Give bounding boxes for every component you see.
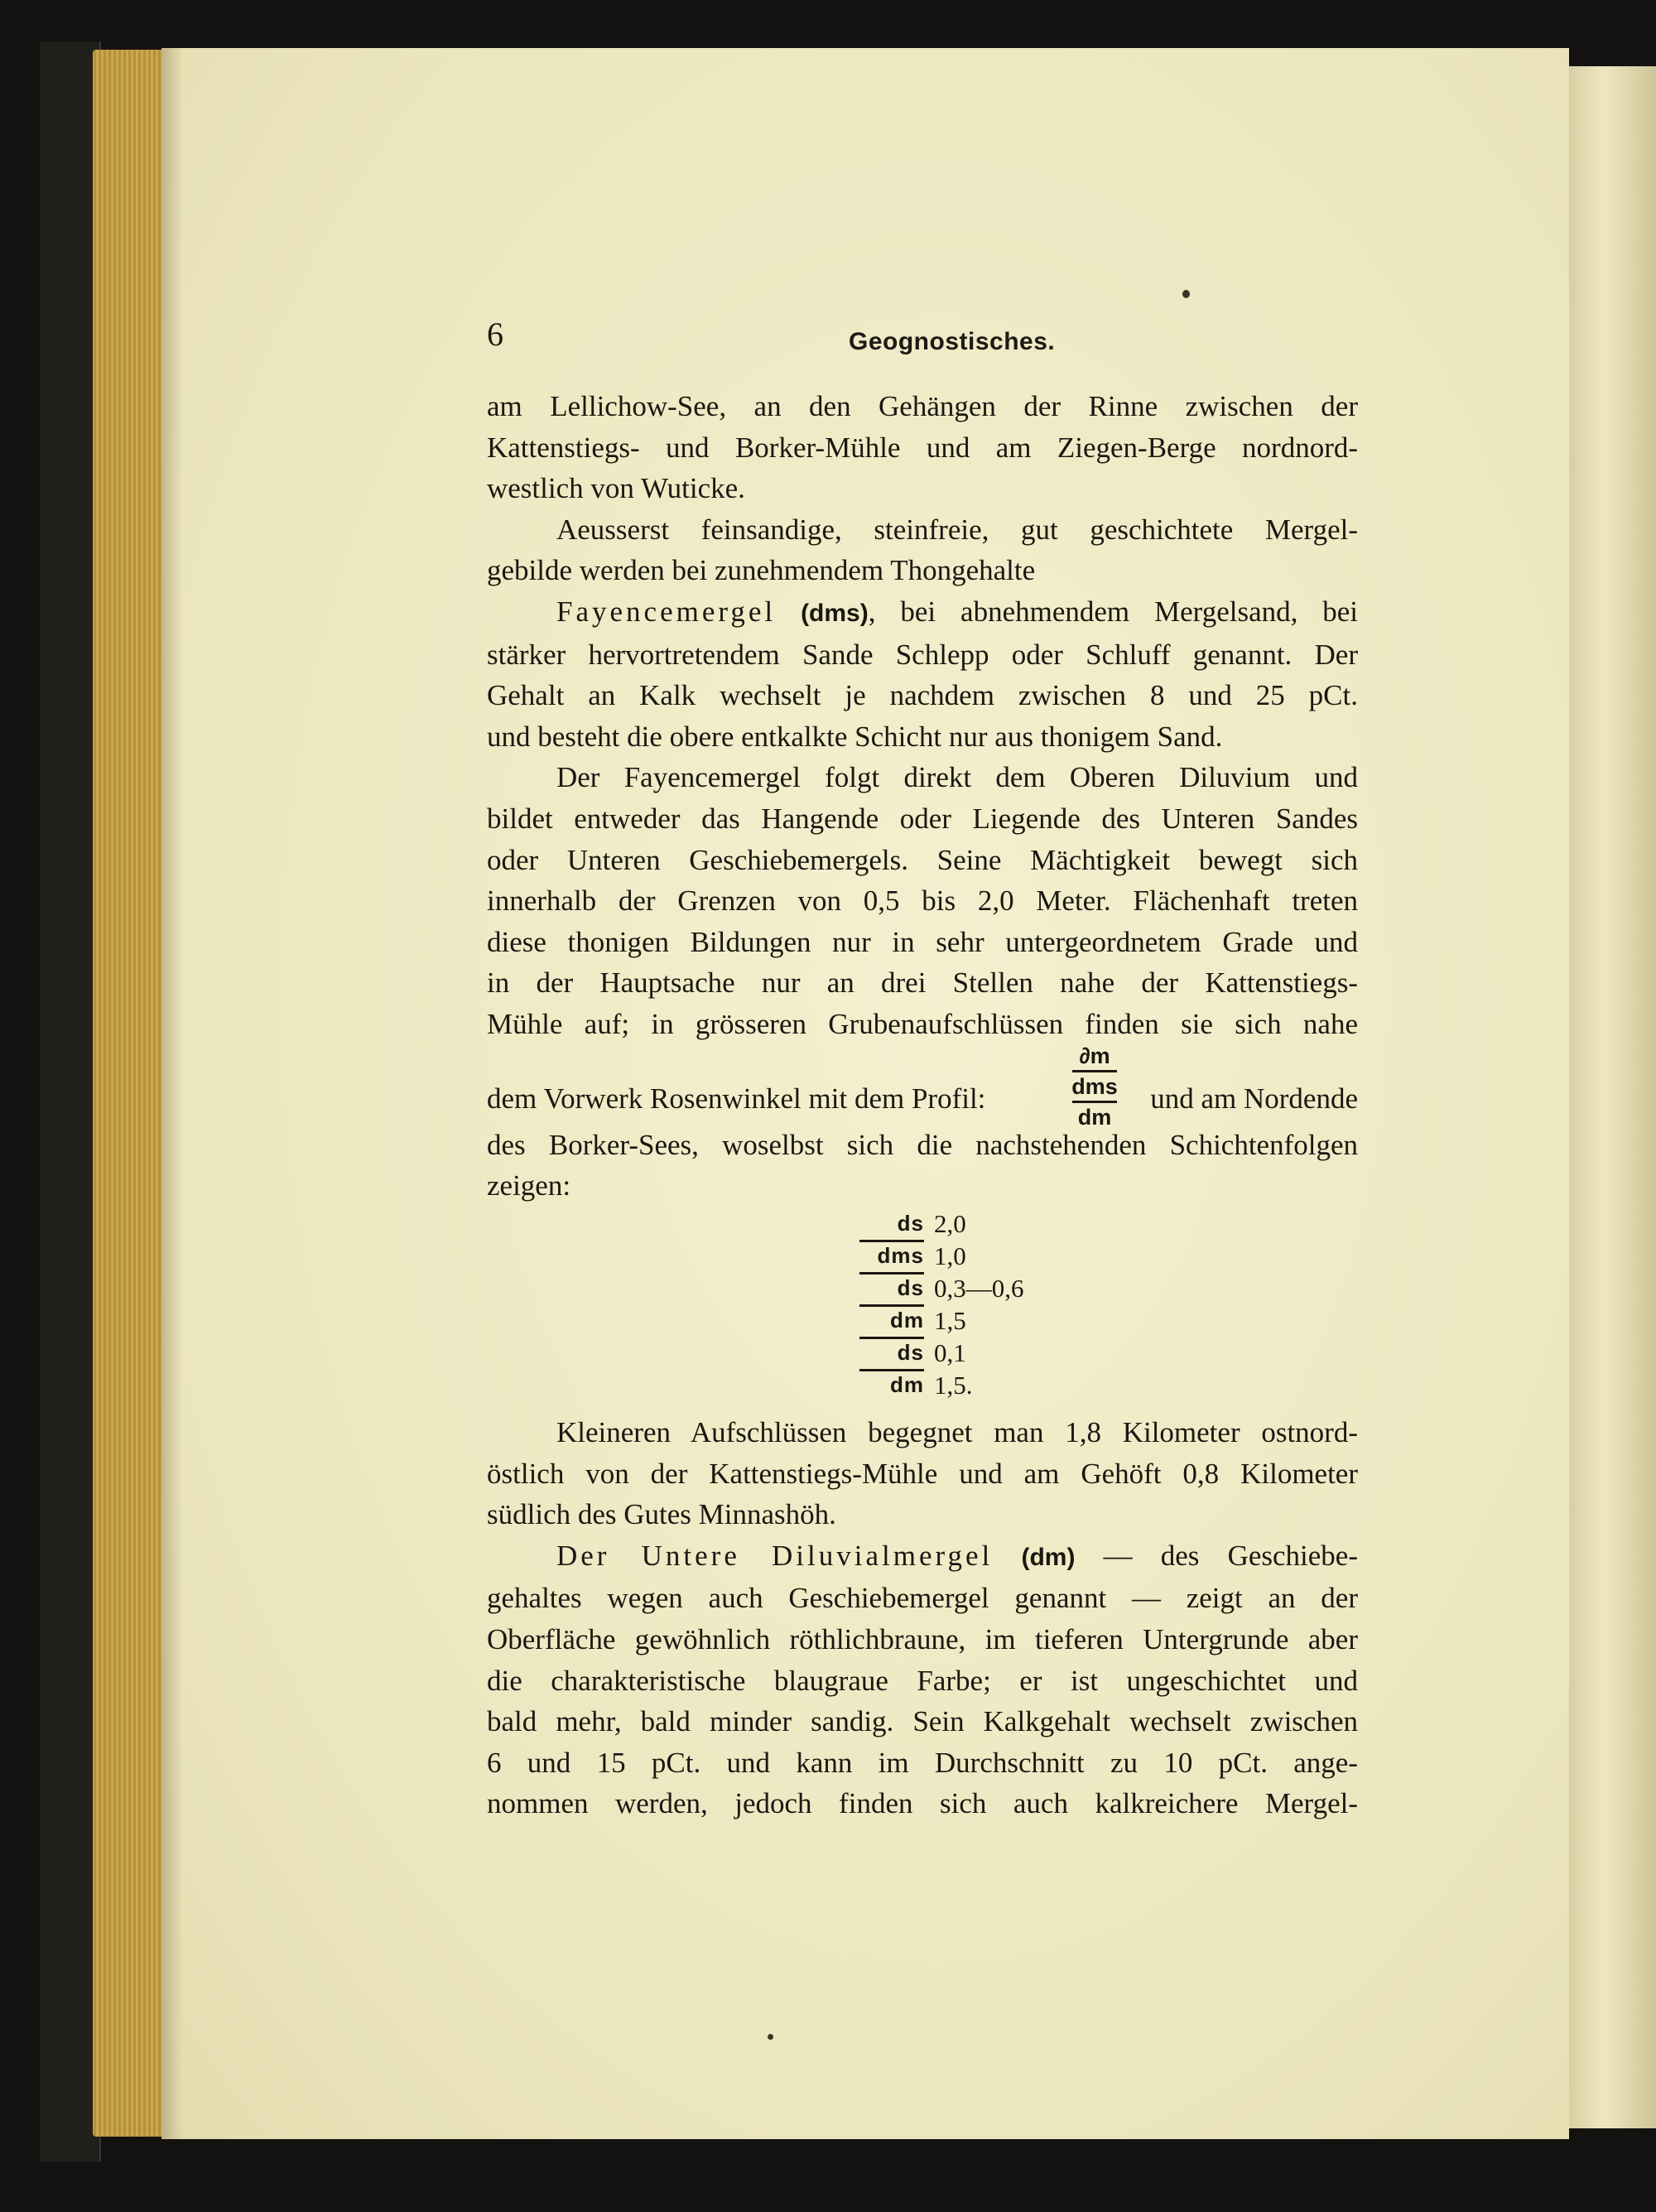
text-line: Oberfläche gewöhnlich röthlichbraune, im tieferen Untergrunde aber <box>487 1622 1358 1655</box>
profile-value: 2,0 <box>934 1209 966 1238</box>
gutter-shadow <box>161 48 183 2139</box>
text-line: gehaltes wegen auch Geschiebemergel genannt — zeigt an der <box>487 1582 1358 1615</box>
text-line: innerhalb der Grenzen von 0,5 bis 2,0 Meter. Flächenhaft treten <box>487 884 1358 918</box>
profile-row <box>858 1209 1040 1241</box>
term-fayencemergel: Fayencemergel <box>556 595 777 628</box>
text-line: östlich von der Kattenstiegs-Mühle und am Gehöft 0,8 Kilometer <box>487 1457 1358 1490</box>
text-line: diese thonigen Bildungen nur in sehr untergeordnetem Grade und <box>487 925 1358 958</box>
text-line: zeigen: <box>487 1169 571 1202</box>
profile-fraction <box>1071 1042 1119 1131</box>
text-line: am Lellichow-See, an den Gehängen der Rinne zwischen der <box>487 390 1358 422</box>
next-page-edge <box>1569 66 1656 2128</box>
text-line: stärker hervortretendem Sande Schlepp oder Schluff genannt. Der <box>487 638 1358 671</box>
profile-row <box>858 1241 1040 1274</box>
text-line: Kattenstiegs- und Borker-Mühle und am Ziegen-Berge nordnord- <box>487 431 1358 464</box>
profile-value: 1,0 <box>934 1241 966 1270</box>
text-line: Der Fayencemergel folgt direkt dem Oberen Diluvium und <box>556 761 1358 794</box>
running-head: Geognostisches. <box>849 328 1056 355</box>
text-fragment: dem Vorwerk Rosenwinkel mit dem Profil: <box>487 1082 986 1115</box>
layer-profile <box>858 1209 1040 1403</box>
profile-row <box>858 1371 1040 1403</box>
text-block-upper <box>487 386 1358 1207</box>
profile-row <box>858 1306 1040 1338</box>
text-line: gebilde werden bei zunehmendem Thongehalte <box>487 554 1036 587</box>
page-header <box>487 315 1356 364</box>
text-fragment: und am Nordende <box>1150 1082 1358 1115</box>
paper-spot <box>768 2034 773 2040</box>
abbr-dm: (dm) <box>1021 1543 1076 1571</box>
text-line: Aeusserst feinsandige, steinfreie, gut geschichtete Mergel- <box>556 513 1358 546</box>
profile-code: ds <box>897 1211 924 1236</box>
page-number: 6 <box>487 316 503 353</box>
profile-code: dm <box>890 1308 924 1333</box>
profile-code: ds <box>897 1340 924 1365</box>
profile-row <box>858 1274 1040 1306</box>
book-binding <box>40 41 101 2161</box>
profile-value: 0,3—0,6 <box>934 1274 1024 1303</box>
text-block-lower <box>487 1412 1358 1824</box>
text-line: bildet entweder das Hangende oder Liegende des Unteren Sandes <box>487 802 1358 835</box>
text-line: Gehalt an Kalk wechselt je nachdem zwischen 8 und 25 pCt. <box>487 679 1358 712</box>
term-diluvialmergel: Der Untere Diluvialmergel <box>556 1539 994 1572</box>
formula-line <box>487 1043 1358 1130</box>
text-line: in der Hauptsache nur an drei Stellen nahe der Kattenstiegs- <box>487 966 1358 1000</box>
text-line: oder Unteren Geschiebemergels. Seine Mächtigkeit bewegt sich <box>487 843 1358 876</box>
text-line: bald mehr, bald minder sandig. Sein Kalkgehalt wechselt zwischen <box>487 1705 1358 1738</box>
profile-value: 1,5. <box>934 1371 973 1400</box>
text-fragment: — des Geschiebe- <box>1075 1539 1358 1572</box>
abbr-dms: (dms) <box>801 599 869 627</box>
fraction-bottom: dm <box>1077 1104 1112 1130</box>
text-line: westlich von Wuticke. <box>487 472 745 505</box>
fraction-top: ∂m <box>1079 1043 1110 1068</box>
text-line: Mühle auf; in grösseren Grubenaufschlüssen finden sie sich nahe <box>487 1007 1358 1040</box>
text-line: die charakteristische blaugraue Farbe; er ist ungeschichtet und <box>487 1664 1358 1697</box>
profile-code: dms <box>877 1243 924 1268</box>
term-line <box>487 591 1358 634</box>
paper-spot <box>1182 290 1190 298</box>
text-line: südlich des Gutes Minnashöh. <box>487 1498 836 1531</box>
profile-code: ds <box>897 1275 924 1300</box>
text-line: 6 und 15 pCt. und kann im Durchschnitt zu 10 pCt. ange- <box>487 1746 1358 1779</box>
profile-value: 0,1 <box>934 1338 966 1367</box>
text-line: Kleineren Aufschlüssen begegnet man 1,8 Kilometer ostnord- <box>556 1416 1358 1448</box>
profile-value: 1,5 <box>934 1306 966 1335</box>
text-fragment: , bei abnehmendem Mergelsand, bei <box>868 595 1359 628</box>
term-line <box>487 1535 1358 1578</box>
profile-row <box>858 1338 1040 1371</box>
profile-code: dm <box>890 1372 924 1397</box>
fraction-middle: dms <box>1071 1073 1118 1099</box>
text-line: des Borker-Sees, woselbst sich die nachstehenden Schichtenfolgen <box>487 1128 1358 1161</box>
text-line: und besteht die obere entkalkte Schicht nur aus thonigem Sand. <box>487 720 1223 753</box>
text-line: nommen werden, jedoch finden sich auch kalkreichere Mergel- <box>487 1787 1358 1820</box>
